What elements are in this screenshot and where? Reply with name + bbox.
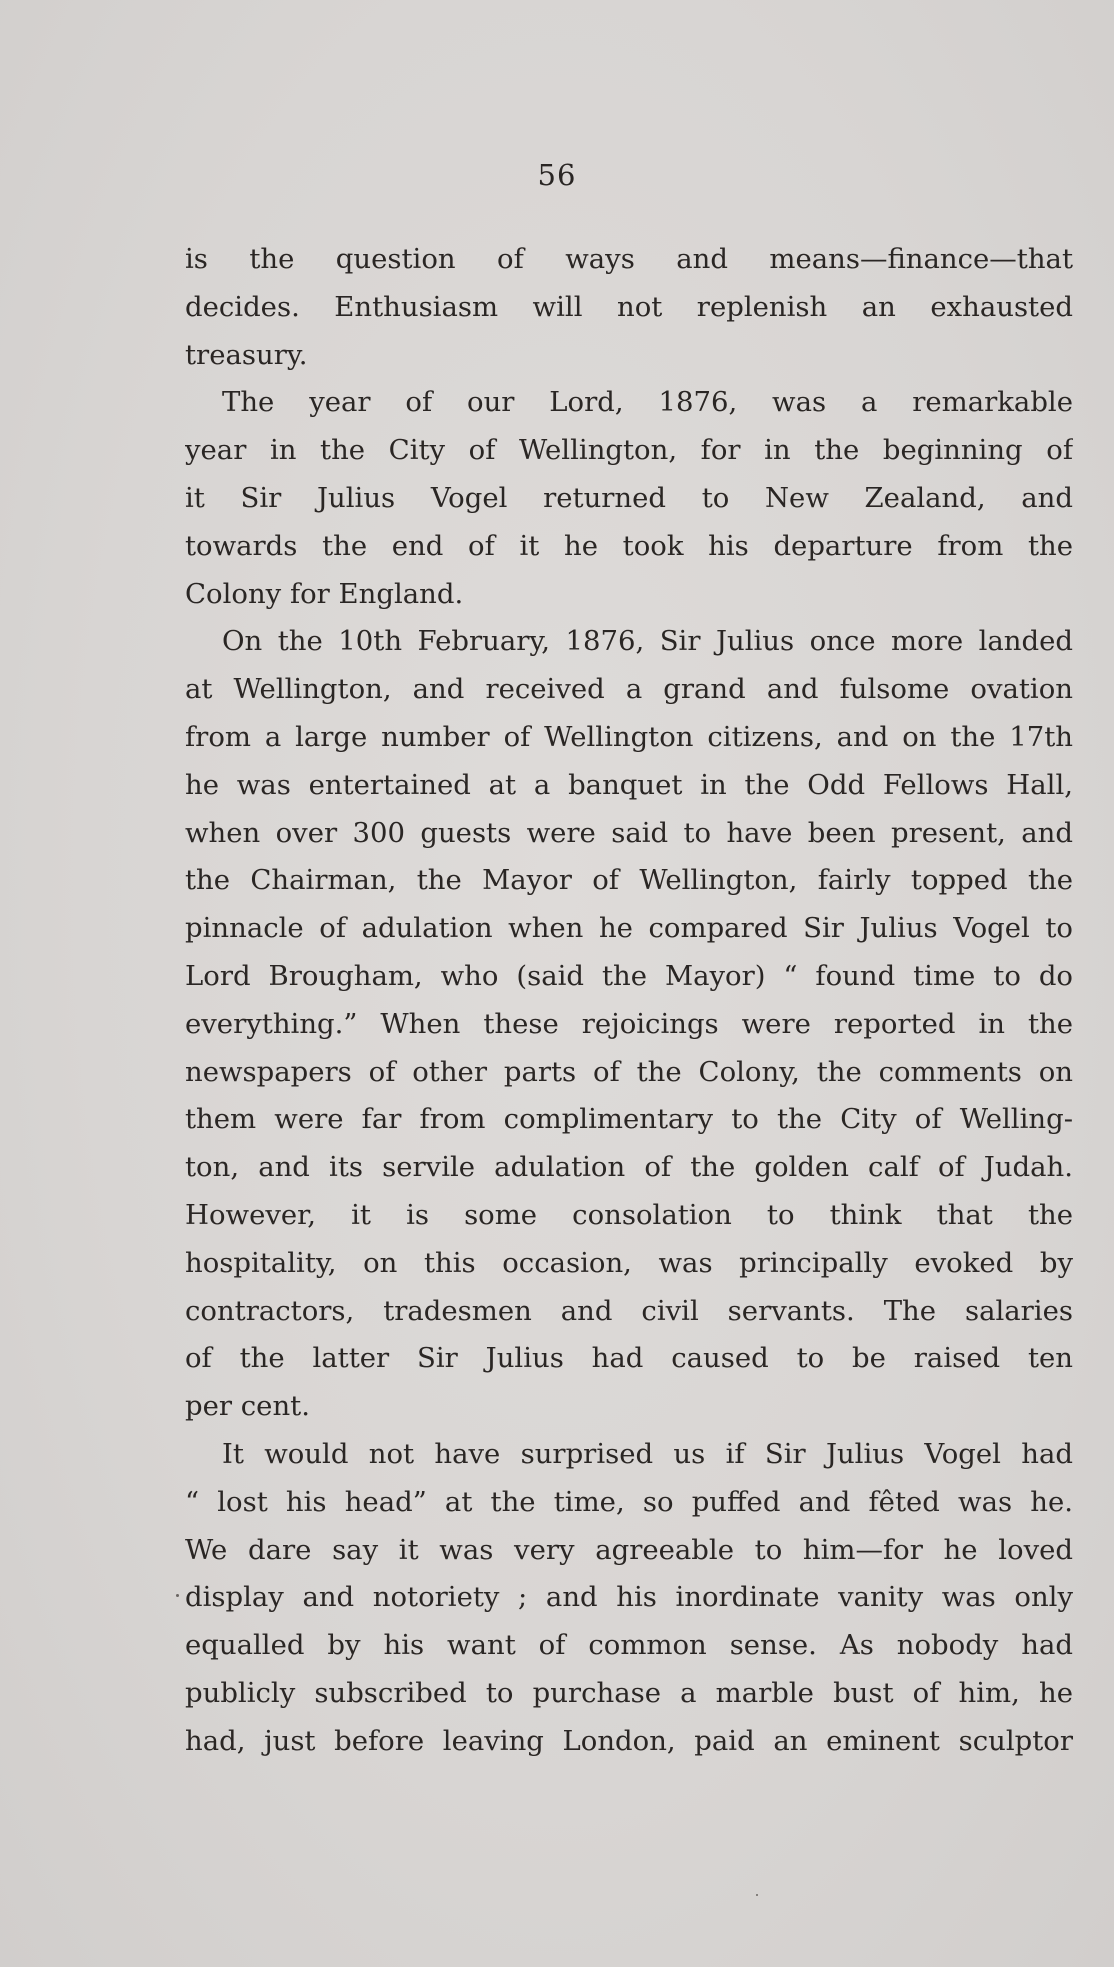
text-line: On the 10th February, 1876, Sir Julius once more landed (222, 625, 1073, 658)
text-line: at Wellington, and received a grand and fulsome ovation (185, 673, 1073, 706)
text-line: contractors, tradesmen and civil servants. The salaries (185, 1294, 1073, 1327)
text-line: is the question of ways and means—finance—that (185, 243, 1073, 275)
text-line: everything.” When these rejoicings were reported in the (185, 1007, 1073, 1040)
stray-ink-mark (176, 1594, 179, 1597)
text-line: the Chairman, the Mayor of Wellington, fairly topped the (185, 864, 1073, 897)
text-line: decides. Enthusiasm will not replenish an exhausted (185, 290, 1073, 323)
text-line: it Sir Julius Vogel returned to New Zealand, and (185, 481, 1073, 514)
body-text (185, 236, 1073, 1766)
text-line: of the latter Sir Julius had caused to be raised ten (185, 1342, 1073, 1375)
text-line: from a large number of Wellington citizens, and on the 17th (185, 720, 1073, 753)
text-line: hospitality, on this occasion, was principally evoked by (185, 1246, 1073, 1279)
text-line: per cent. (185, 1390, 310, 1423)
text-line: “ lost his head” at the time, so puffed and fêted was he. (185, 1485, 1073, 1518)
text-line: pinnacle of adulation when he compared Sir Julius Vogel to (185, 912, 1073, 945)
text-line: However, it is some consolation to think that the (185, 1198, 1073, 1231)
text-line: We dare say it was very agreeable to him—for he loved (185, 1533, 1073, 1566)
text-line: he was entertained at a banquet in the Odd Fellows Hall, (185, 768, 1073, 801)
text-line: display and notoriety ; and his inordinate vanity was only (185, 1581, 1073, 1614)
text-line: treasury. (185, 338, 308, 371)
text-line: ton, and its servile adulation of the golden calf of Judah. (185, 1151, 1073, 1184)
text-line: equalled by his want of common sense. As nobody had (185, 1629, 1073, 1662)
text-line: towards the end of it he took his departure from the (185, 529, 1073, 562)
text-line: Colony for England. (185, 577, 464, 610)
text-line: year in the City of Wellington, for in the beginning of (185, 434, 1073, 467)
page-number: 56 (537, 158, 577, 192)
text-line: publicly subscribed to purchase a marble bust of him, he (185, 1676, 1073, 1709)
text-line: Lord Brougham, who (said the Mayor) “ found time to do (185, 959, 1073, 992)
text-line: them were far from complimentary to the City of Welling- (185, 1103, 1073, 1136)
text-line: newspapers of other parts of the Colony, the comments on (185, 1055, 1073, 1088)
text-line: It would not have surprised us if Sir Julius Vogel had (222, 1437, 1073, 1470)
stray-ink-mark (756, 1894, 758, 1896)
text-line: when over 300 guests were said to have been present, and (185, 816, 1073, 849)
text-line: had, just before leaving London, paid an eminent sculptor (185, 1724, 1073, 1757)
text-line: The year of our Lord, 1876, was a remarkable (222, 386, 1073, 419)
